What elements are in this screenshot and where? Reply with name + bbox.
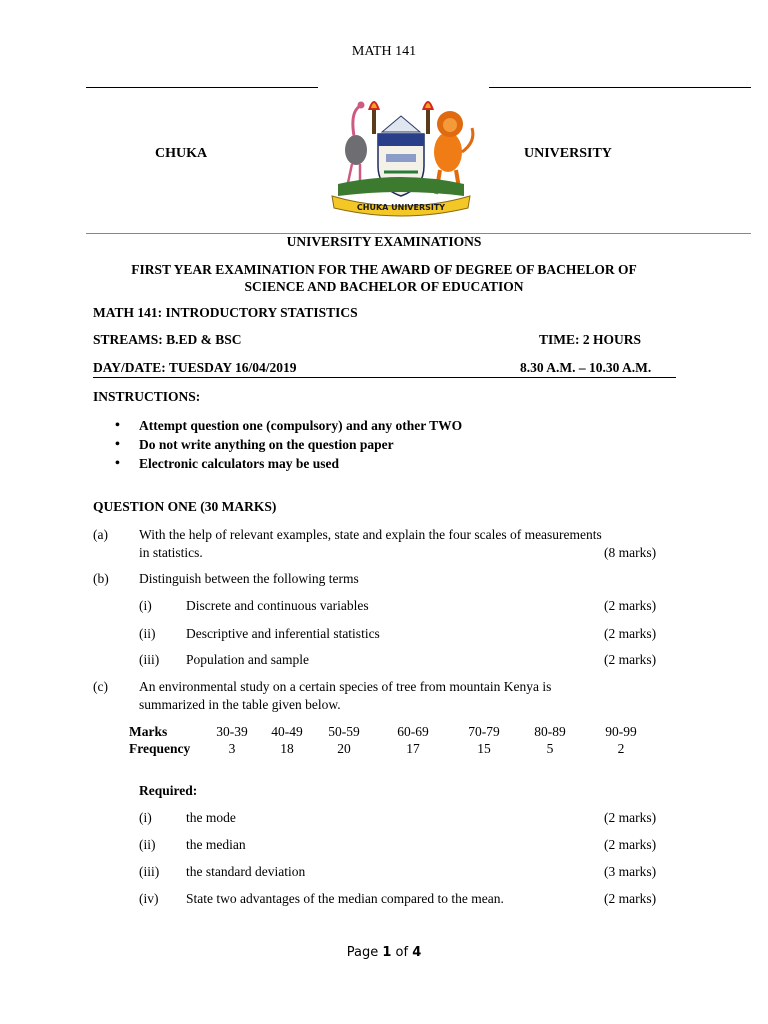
page-current: 1: [382, 945, 392, 960]
table-row-marks: [129, 723, 689, 740]
q-a-text-line1: With the help of relevant examples, state and explain the four scales of measurements: [139, 527, 602, 542]
page-footer: [0, 945, 768, 960]
q-a-text-line2: in statistics.: [139, 545, 203, 560]
table-cell-frequency: 2: [617, 741, 625, 756]
table-cell-class: 40-49: [271, 724, 303, 739]
table-cell-frequency: 18: [280, 741, 294, 756]
q-b-part-label: (i): [139, 598, 152, 613]
table-cell-class: 90-99: [605, 724, 637, 739]
q-c-part-text: the standard deviation: [186, 864, 306, 879]
table-cell-frequency: 3: [228, 741, 236, 756]
table-cell-class: 30-39: [216, 724, 248, 739]
table-cell-frequency: 5: [546, 741, 554, 756]
university-name-left: CHUKA: [155, 146, 208, 161]
q-b-part-text: Discrete and continuous variables: [186, 598, 369, 613]
q-b-label: (b): [93, 571, 109, 586]
q-c-part-label: (i): [139, 810, 152, 825]
q-c-part-marks: (2 marks): [604, 891, 657, 906]
required-title: Required:: [139, 783, 198, 798]
exam-heading: UNIVERSITY EXAMINATIONS: [286, 234, 482, 249]
table-row-frequency: [129, 740, 689, 757]
table-cell-frequency: 20: [337, 741, 351, 756]
page-of: of: [395, 945, 409, 960]
q-a-marks: (8 marks): [604, 545, 657, 560]
streams: STREAMS: B.ED & BSC: [93, 332, 242, 347]
q-a-label: (a): [93, 527, 108, 542]
q-b-part-marks: (2 marks): [604, 598, 657, 613]
exam-date: DAY/DATE: TUESDAY 16/04/2019: [93, 360, 297, 375]
q-b-part-text: Population and sample: [186, 652, 309, 667]
q-c-part-marks: (2 marks): [604, 837, 657, 852]
q-c-part-text: the mode: [186, 810, 236, 825]
course-title: MATH 141: INTRODUCTORY STATISTICS: [93, 305, 358, 320]
course-code-header: MATH 141: [351, 44, 417, 59]
table-cell-class: 80-89: [534, 724, 566, 739]
q-b-part-label: (ii): [139, 626, 156, 641]
instruction-item: • Electronic calculators may be used: [93, 454, 462, 473]
table-cell-class: 60-69: [397, 724, 429, 739]
instruction-item: • Attempt question one (compulsory) and any other TWO: [93, 416, 462, 435]
q-b-part-marks: (2 marks): [604, 652, 657, 667]
q-c-part-marks: (3 marks): [604, 864, 657, 879]
table-cell-class: 50-59: [328, 724, 360, 739]
instructions-title: INSTRUCTIONS:: [93, 389, 201, 404]
header-rule-right: [489, 87, 751, 88]
table-cell-frequency: 17: [406, 741, 420, 756]
question-one-title: QUESTION ONE (30 MARKS): [93, 499, 277, 514]
table-cell-frequency: 15: [477, 741, 491, 756]
q-c-part-text: the median: [186, 837, 246, 852]
table-cell-class: 70-79: [468, 724, 500, 739]
award-line-2: SCIENCE AND BACHELOR OF EDUCATION: [244, 279, 524, 294]
q-c-label: (c): [93, 679, 108, 694]
university-name-right: UNIVERSITY: [524, 146, 612, 161]
q-c-part-text: State two advantages of the median compared to the mean.: [186, 891, 504, 906]
page-total: 4: [412, 945, 422, 960]
instructions-list: [93, 416, 462, 473]
instruction-item: • Do not write anything on the question paper: [93, 435, 462, 454]
exam-duration: TIME: 2 HOURS: [539, 332, 642, 347]
table-row-label: Frequency: [129, 741, 191, 756]
frequency-table: [129, 723, 689, 757]
university-logo: [320, 92, 482, 218]
page-word: Page: [346, 945, 379, 960]
q-c-part-label: (iii): [139, 864, 160, 879]
q-c-part-marks: (2 marks): [604, 810, 657, 825]
q-c-text-line1: An environmental study on a certain species of tree from mountain Kenya is: [139, 679, 552, 694]
q-b-part-marks: (2 marks): [604, 626, 657, 641]
award-line-1: FIRST YEAR EXAMINATION FOR THE AWARD OF DEGREE OF BACHELOR OF: [131, 262, 637, 277]
q-c-part-label: (iv): [139, 891, 159, 906]
exam-hours: 8.30 A.M. – 10.30 A.M.: [520, 360, 652, 375]
q-b-part-label: (iii): [139, 652, 160, 667]
q-c-text-line2: summarized in the table given below.: [139, 697, 341, 712]
logo-banner-text: CHUKA UNIVERSITY: [356, 203, 446, 212]
q-c-part-label: (ii): [139, 837, 156, 852]
header-rule-left: [86, 87, 318, 88]
q-b-text: Distinguish between the following terms: [139, 571, 359, 586]
q-b-part-text: Descriptive and inferential statistics: [186, 626, 380, 641]
table-row-label: Marks: [129, 724, 168, 739]
date-underline: [93, 377, 676, 378]
